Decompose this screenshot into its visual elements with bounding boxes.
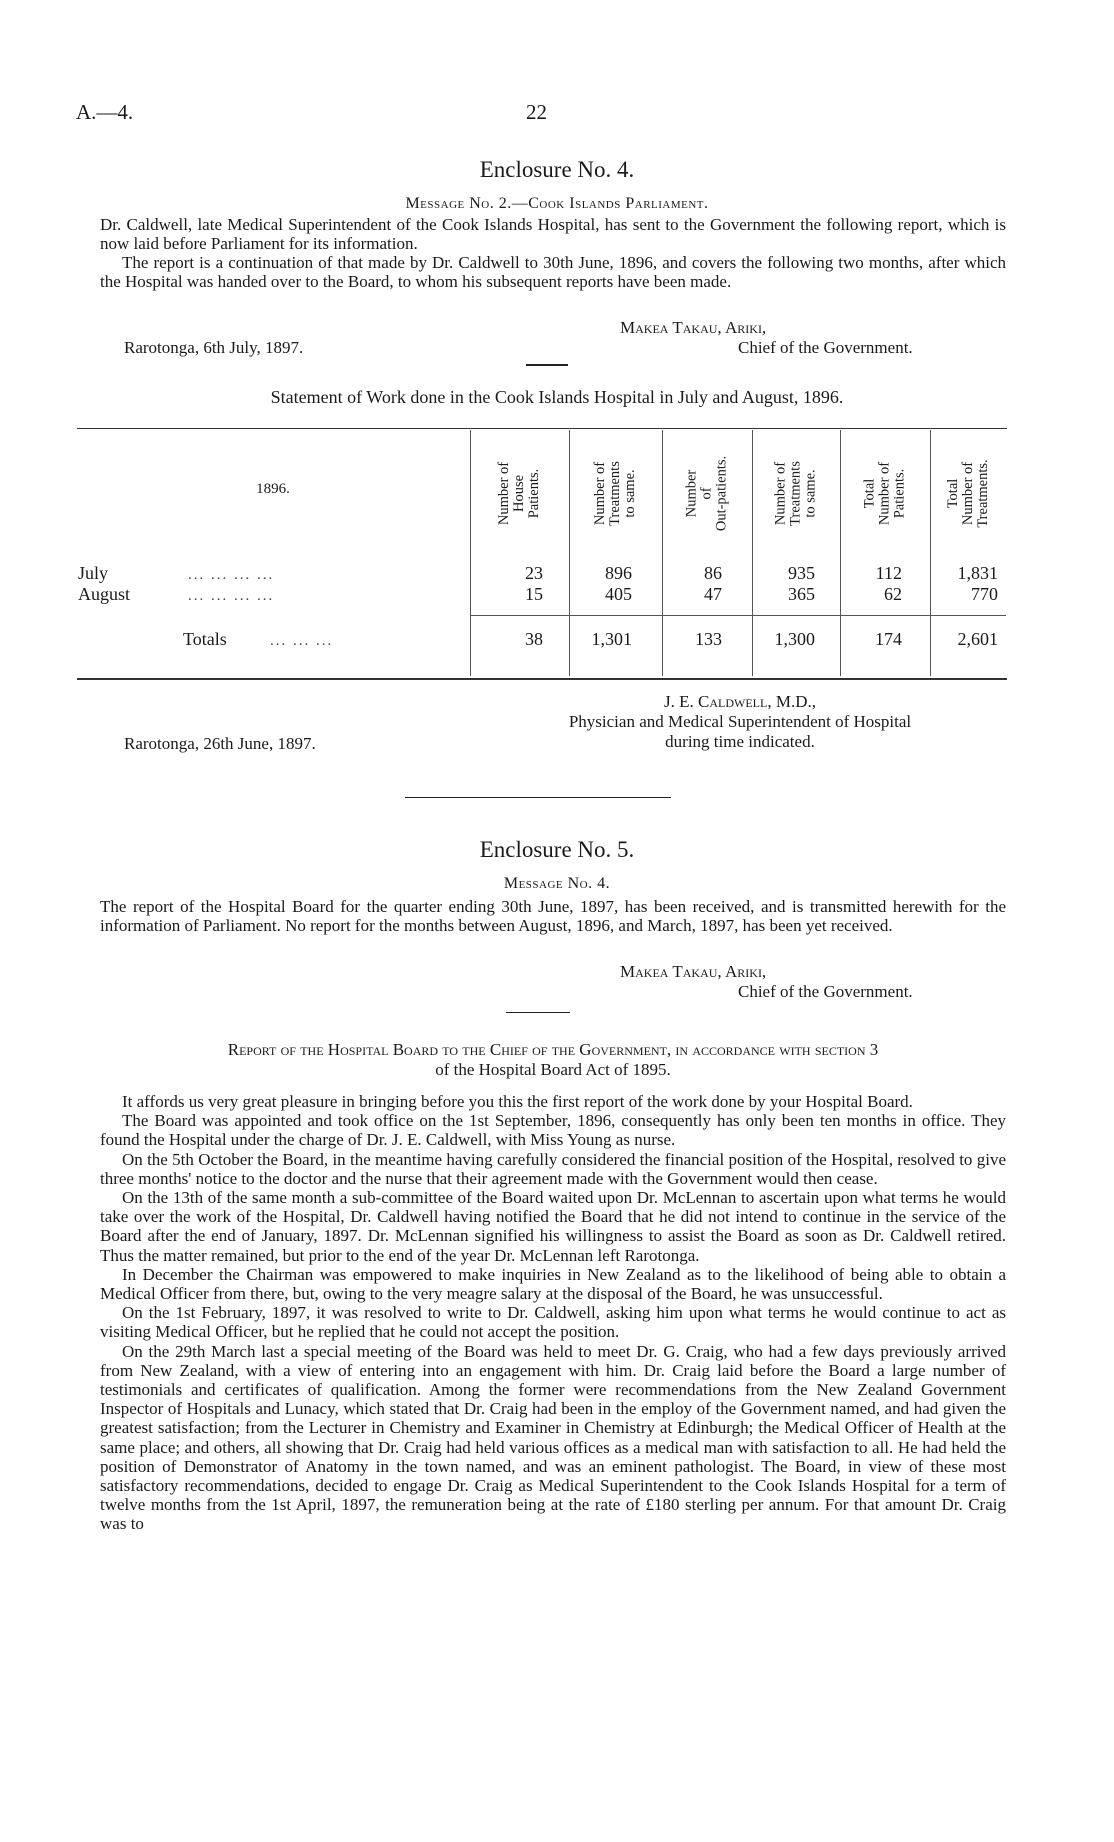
cell: 770	[971, 584, 998, 604]
enclosure-4-place-date: Rarotonga, 6th July, 1897.	[124, 338, 304, 357]
row-label: July	[78, 563, 109, 583]
enclosure-4-body	[100, 215, 1006, 291]
report-paragraph: On the 13th of the same month a sub-committee of the Board waited upon Dr. McLennan to ascertain upon what terms he would take over the work of the Hospital, Dr. Caldwell having notified the Board that he did not intend to continue in the service of the Board after the end of January, 1897. Dr. McLennan signified his willingness to assist the Board as soon as Dr. Caldwell retired. Thus the matter remained, but prior to the end of the year Dr. McLennan left Rarotonga.	[100, 1188, 1006, 1265]
enclosure-5-message: Message No. 4.	[503, 875, 611, 892]
cell: 935	[788, 563, 815, 583]
enclosure-4-title: Enclosure No. 4.	[479, 157, 635, 182]
section-divider	[405, 797, 671, 798]
cell: 1,300	[774, 629, 815, 649]
totals-rule	[470, 615, 1006, 616]
column-header-house-patients: Number of House Patients.	[496, 461, 542, 525]
cell: 1,301	[591, 629, 632, 649]
cell: 365	[788, 584, 815, 604]
column-header-total-treatments: Total Number of Treatments.	[945, 458, 991, 528]
cell: 174	[875, 629, 902, 649]
statement-signature-title-2: during time indicated.	[665, 732, 815, 751]
table-bottom-rule	[77, 678, 1007, 680]
cell: 23	[525, 563, 543, 583]
cell: 112	[875, 563, 902, 583]
column-header-total-patients: Total Number of Patients.	[861, 461, 908, 525]
cell: 896	[605, 563, 632, 583]
cell: 133	[695, 629, 722, 649]
cell: 38	[525, 629, 543, 649]
report-paragraph: In December the Chairman was empowered to make inquiries in New Zealand as to the likelihood of being able to obtain a Medical Officer from there, but, owing to the very meagre salary at the disposal of the Board, he was unsuccessful.	[100, 1264, 1006, 1304]
row-leader-dots: ... ... ... ...	[188, 567, 275, 583]
report-heading-line-1: Report of the Hospital Board to the Chief of the Government, in accordance with section 3	[227, 1040, 879, 1059]
totals-label: Totals	[183, 629, 227, 649]
row-leader-dots: ... ... ...	[270, 633, 334, 649]
report-paragraph: It affords us very great pleasure in bringing before you this the first report of the work done by your Hospital Board.	[122, 1092, 913, 1111]
row-label: August	[78, 584, 131, 604]
enclosure-5-title: Enclosure No. 5.	[479, 837, 635, 862]
statement-place-date: Rarotonga, 26th June, 1897.	[124, 734, 316, 753]
report-heading-line-2: of the Hospital Board Act of 1895.	[435, 1060, 671, 1079]
report-paragraph: On the 1st February, 1897, it was resolved to write to Dr. Caldwell, asking him upon what terms he would continue to act as visiting Medical Officer, but he replied that he could not accept the position.	[100, 1303, 1006, 1342]
cell: 47	[704, 584, 722, 604]
enclosure-4-signatory-title: Chief of the Government.	[738, 338, 913, 357]
report-body	[100, 1092, 1006, 1534]
statement-signature-name: J. E. Caldwell, M.D.,	[664, 692, 816, 711]
statement-signature-title-1: Physician and Medical Superintendent of Hospital	[568, 712, 912, 731]
enclosure-5-body	[100, 897, 1006, 935]
table-top-rule	[77, 428, 1007, 429]
section-divider	[526, 364, 568, 366]
enclosure-4-paragraph-1: Dr. Caldwell, late Medical Superintendent of the Cook Islands Hospital, has sent to the Government the following report, which is now laid before Parliament for its information.	[100, 215, 1006, 253]
report-paragraph: The Board was appointed and took office on the 1st September, 1896, consequently has only been ten months in office. They found the Hospital under the charge of Dr. J. E. Caldwell, with Miss Young as nurse.	[100, 1111, 1006, 1150]
column-header-house-treatments: Number of Treatments to same.	[592, 460, 638, 526]
row-leader-dots: ... ... ... ...	[188, 588, 275, 604]
document-reference: A.—4.	[76, 100, 134, 124]
statement-title: Statement of Work done in the Cook Islands Hospital in July and August, 1896.	[270, 387, 844, 407]
report-paragraph: On the 5th October the Board, in the meantime having carefully considered the financial position of the Hospital, resolved to give three months' notice to the doctor and the nurse that their agreement made with the Government would then cease.	[100, 1149, 1006, 1188]
cell: 15	[525, 584, 543, 604]
enclosure-5-paragraph-1: The report of the Hospital Board for the quarter ending 30th June, 1897, has been received, and is transmitted herewith for the information of Parliament. No report for the months between August, 1896, and March, 1897, has been yet received.	[100, 897, 1006, 935]
enclosure-5-signatory: Makea Takau, Ariki,	[620, 962, 767, 981]
table-year-header: 1896.	[256, 481, 290, 497]
report-paragraph: On the 29th March last a special meeting of the Board was held to meet Dr. G. Craig, who had a few days previously arrived from New Zealand, with a view of entering into an engagement with him. Dr. Craig laid before the Board a large number of testimonials and certificates of qualification. Among the former were recommendations from the New Zealand Government Inspector of Hospitals and Lunacy, which stated that Dr. Craig had been in the employ of the Government named, and had given the greatest satisfaction; from the Lecturer in Chemistry and Examiner in Chemistry at Edinburgh; the Medical Officer of Health at the same place; and others, all showing that Dr. Craig had held various offices as a medical man with satisfaction to all. He had held the position of Demonstrator of Anatomy in the town named, and was an eminent pathologist. The Board, in view of these most satisfactory recommendations, decided to engage Dr. Craig as Medical Superintendent to the Cook Islands Hospital for a term of twelve months from the 1st April, 1897, the remuneration being at the rate of £180 sterling per annum. For that amount Dr. Craig was to	[100, 1341, 1006, 1534]
page-number: 22	[526, 100, 547, 124]
enclosure-4-paragraph-2: The report is a continuation of that made by Dr. Caldwell to 30th June, 1896, and covers the following two months, after which the Hospital was handed over to the Board, to whom his subsequent reports have been made.	[100, 253, 1006, 291]
enclosure-4-signatory: Makea Takau, Ariki,	[620, 318, 767, 337]
cell: 2,601	[957, 629, 998, 649]
cell: 62	[884, 584, 902, 604]
cell: 1,831	[957, 563, 998, 583]
cell: 405	[605, 584, 632, 604]
column-header-out-patients: Number of Out-patients.	[683, 455, 730, 531]
column-header-out-treatments: Number of Treatments to same.	[772, 460, 819, 526]
cell: 86	[704, 563, 722, 583]
enclosure-4-message: Message No. 2.—Cook Islands Parliament.	[405, 195, 709, 212]
enclosure-5-signatory-title: Chief of the Government.	[738, 982, 913, 1001]
section-divider	[506, 1012, 570, 1013]
